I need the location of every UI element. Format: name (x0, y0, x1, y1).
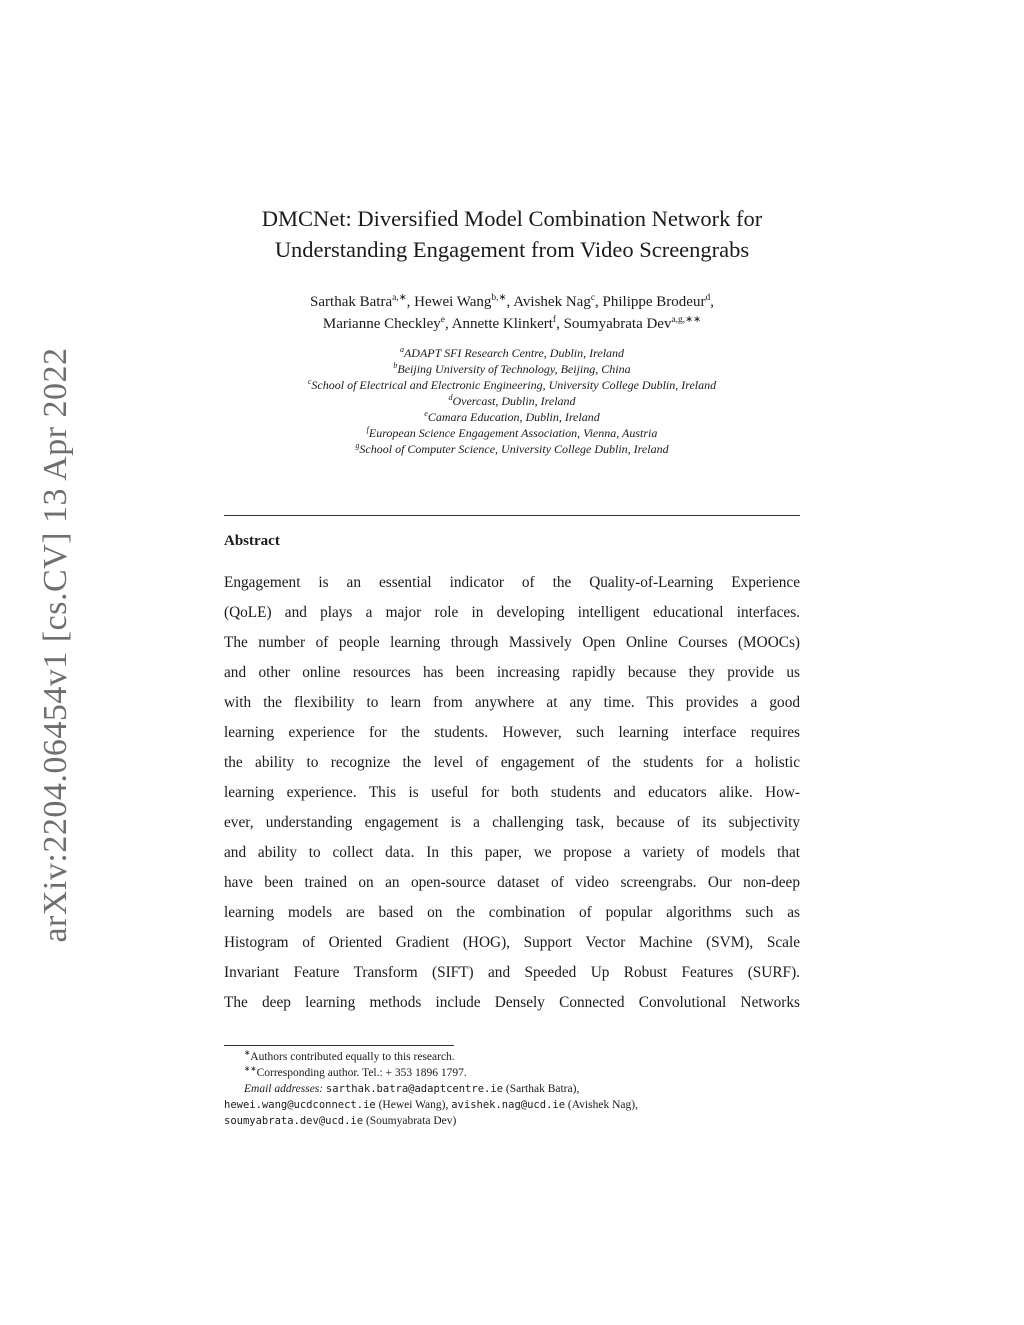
arxiv-side-stamp: arXiv:2204.06454v1 [cs.CV] 13 Apr 2022 (37, 347, 74, 943)
author-mark: c (590, 293, 596, 303)
footnote-mark: ∗ (244, 1048, 251, 1057)
author-name: Soumyabrata Dev (563, 316, 672, 332)
affiliation-mark: e (424, 409, 428, 418)
author-name: Avishek Nag (513, 294, 591, 310)
affiliation-item (0, 361, 1024, 377)
affiliation-mark: d (448, 393, 453, 402)
abstract-line: The number of people learning through Massively Open Online Courses (MOOCs) (224, 634, 800, 651)
author-name: Hewei Wang (414, 294, 492, 310)
abstract-heading: Abstract (224, 533, 280, 549)
email-link[interactable]: soumyabrata.dev@ucd.ie (224, 1115, 364, 1127)
author-name: Sarthak Batra (310, 294, 393, 310)
affiliation-item (0, 393, 1024, 409)
affiliation-text: ADAPT SFI Research Centre, Dublin, Ireland (403, 346, 625, 360)
affiliation-item (0, 409, 1024, 425)
abstract-line: learning models are based on the combination of popular algorithms such as (224, 904, 800, 921)
affiliation-item (0, 345, 1024, 361)
affiliation-mark: f (366, 425, 369, 434)
affiliation-mark: a (399, 345, 404, 354)
abstract-line: learning experience. This is useful for both students and educators alike. How- (224, 784, 800, 801)
footnote-text: Authors contributed equally to this research. (250, 1051, 455, 1063)
email-link[interactable]: hewei.wang@ucdconnect.ie (224, 1099, 376, 1111)
footnotes (224, 1049, 800, 1129)
affiliation-text: School of Electrical and Electronic Engineering, University College Dublin, Ireland (311, 378, 717, 392)
author-line-1: Sarthak Batra$^{a,∗}$, Hewei Wang$^{b,∗}$, Avishek Nag$^c$, Philippe Brodeur$^d$, (310, 293, 714, 310)
email-owner: (Sarthak Batra), (505, 1083, 580, 1095)
author-line-2: Marianne Checkley$^e$, Annette Klinkert$^f$, Soumyabrata Dev$^{a,g,∗∗}$ (322, 315, 702, 332)
footnote-emails-line-2 (224, 1097, 800, 1113)
affiliation-mark: c (307, 377, 312, 386)
abstract-line: with the flexibility to learn from anywhere at any time. This provides a good (224, 694, 800, 711)
abstract-line: Invariant Feature Transform (SIFT) and Speeded Up Robust Features (SURF). (224, 964, 800, 981)
footnote-emails-line-3 (224, 1113, 800, 1129)
affiliation-text: Camara Education, Dublin, Ireland (427, 410, 600, 424)
affiliation-mark: b (393, 361, 398, 370)
abstract-line: Engagement is an essential indicator of the Quality-of-Learning Experience (224, 574, 800, 591)
author-list (0, 291, 1024, 335)
affiliation-text: European Science Engagement Association, Vienna, Austria (368, 426, 658, 440)
email-link[interactable]: avishek.nag@ucd.ie (451, 1099, 566, 1111)
email-owner: (Hewei Wang), (378, 1099, 449, 1111)
affiliation-text: Beijing University of Technology, Beijing, China (397, 362, 631, 376)
email-owner: (Avishek Nag), (567, 1099, 638, 1111)
author-mark: a,∗ (392, 293, 407, 303)
footnote-mark: ∗∗ (244, 1064, 257, 1073)
abstract-line: have been trained on an open-source dataset of video screengrabs. Our non-deep (224, 874, 800, 891)
author-mark: d (705, 293, 711, 303)
footnote-rule (224, 1045, 454, 1046)
affiliation-item (0, 441, 1024, 457)
abstract-line: learning experience for the students. However, such learning interface requires (224, 724, 800, 741)
abstract-line: The deep learning methods include Densely Connected Convolutional Networks (224, 994, 800, 1011)
author-name: Philippe Brodeur (602, 294, 706, 310)
author-mark: f (552, 315, 557, 325)
paper-title (0, 203, 1024, 265)
abstract-line: and ability to collect data. In this paper, we propose a variety of models that (224, 844, 800, 861)
affiliation-item (0, 377, 1024, 393)
author-mark: a,g,∗∗ (671, 315, 702, 325)
affiliation-text: Overcast, Dublin, Ireland (452, 394, 576, 408)
affiliation-list (0, 345, 1024, 457)
affiliation-mark: g (355, 441, 360, 450)
author-name: Annette Klinkert (451, 316, 553, 332)
email-owner: (Soumyabrata Dev) (365, 1115, 457, 1127)
author-name: Marianne Checkley (322, 316, 441, 332)
abstract-body (224, 568, 800, 1018)
email-label: Email addresses: (244, 1083, 324, 1095)
footnote-corresponding (224, 1065, 800, 1081)
footnote-emails-line-1 (224, 1081, 800, 1097)
author-mark: e (440, 315, 445, 325)
abstract-line: Histogram of Oriented Gradient (HOG), Support Vector Machine (SVM), Scale (224, 934, 800, 951)
title-line-1: DMCNet: Diversified Model Combination Network for (261, 206, 763, 231)
abstract-line: (QoLE) and plays a major role in developing intelligent educational interfaces. (224, 604, 800, 621)
footnote-text: Corresponding author. Tel.: + 353 1896 1797. (256, 1067, 467, 1079)
abstract-top-rule (224, 515, 800, 516)
affiliation-item (0, 425, 1024, 441)
title-line-2: Understanding Engagement from Video Screengrabs (274, 237, 750, 262)
email-link[interactable]: sarthak.batra@adaptcentre.ie (325, 1083, 503, 1095)
abstract-line: ever, understanding engagement is a challenging task, because of its subjectivity (224, 814, 800, 831)
abstract-line: and other online resources has been increasing rapidly because they provide us (224, 664, 800, 681)
affiliation-text: School of Computer Science, University College Dublin, Ireland (359, 442, 669, 456)
abstract-line: the ability to recognize the level of engagement of the students for a holistic (224, 754, 800, 771)
author-mark: b,∗ (491, 293, 507, 303)
footnote-equal-contribution (224, 1049, 800, 1065)
